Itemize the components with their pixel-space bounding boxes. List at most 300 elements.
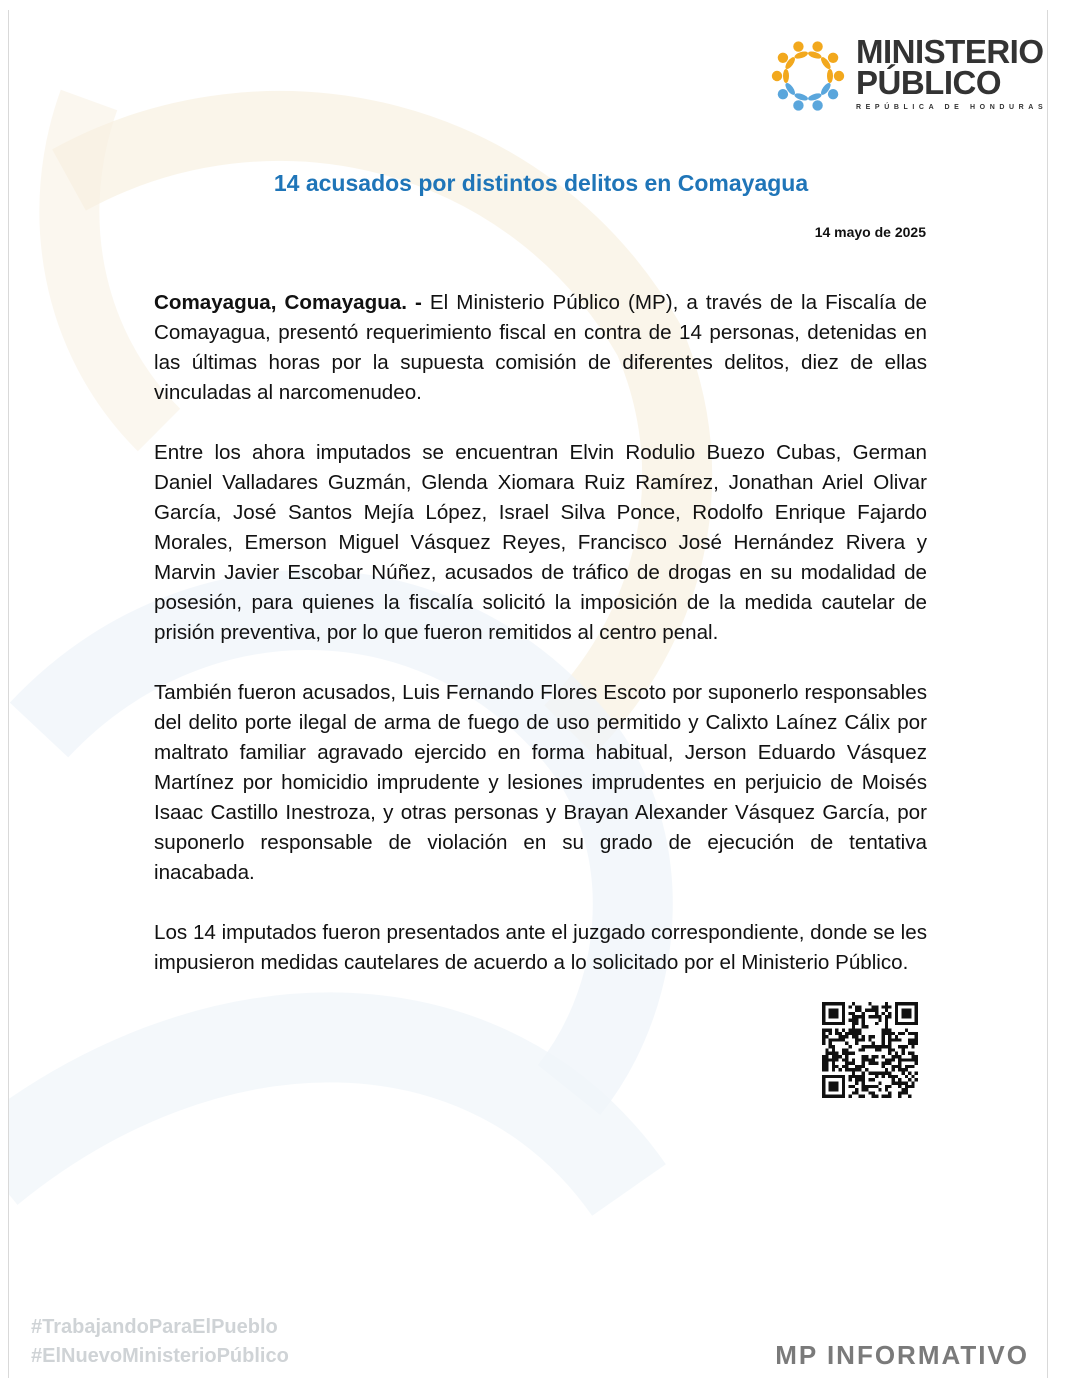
qr-module bbox=[842, 1048, 845, 1051]
qr-module bbox=[888, 1072, 891, 1075]
qr-module bbox=[858, 1068, 861, 1071]
qr-module bbox=[855, 1078, 858, 1081]
qr-module bbox=[822, 1058, 825, 1061]
qr-module bbox=[829, 1015, 832, 1018]
qr-module bbox=[898, 1095, 901, 1098]
logo-figure-head bbox=[812, 41, 822, 51]
qr-module bbox=[911, 1022, 914, 1025]
qr-module bbox=[875, 1009, 878, 1012]
qr-module bbox=[855, 1065, 858, 1068]
qr-module bbox=[829, 1032, 832, 1035]
qr-module bbox=[865, 1025, 868, 1028]
qr-module bbox=[862, 1045, 865, 1048]
document-date: 14 mayo de 2025 bbox=[814, 224, 926, 240]
qr-module bbox=[855, 1042, 858, 1045]
qr-module bbox=[862, 1022, 865, 1025]
qr-module bbox=[895, 1019, 898, 1022]
qr-module bbox=[855, 1068, 858, 1071]
qr-module bbox=[852, 1025, 855, 1028]
qr-module bbox=[832, 1002, 835, 1005]
qr-module bbox=[888, 1045, 891, 1048]
qr-module bbox=[908, 1022, 911, 1025]
qr-module bbox=[905, 1085, 908, 1088]
qr-module bbox=[862, 1078, 865, 1081]
qr-module bbox=[875, 1022, 878, 1025]
qr-module bbox=[862, 1058, 865, 1061]
qr-module bbox=[908, 1072, 911, 1075]
qr-module bbox=[845, 1065, 848, 1068]
qr-module bbox=[875, 1045, 878, 1048]
qr-module bbox=[862, 1075, 865, 1078]
qr-module bbox=[829, 1022, 832, 1025]
qr-module bbox=[852, 1035, 855, 1038]
qr-module bbox=[872, 1035, 875, 1038]
qr-module bbox=[911, 1085, 914, 1088]
qr-module bbox=[852, 1028, 855, 1031]
qr-module bbox=[832, 1065, 835, 1068]
qr-module bbox=[878, 1019, 881, 1022]
qr-module bbox=[835, 1088, 838, 1091]
qr-module bbox=[901, 1045, 904, 1048]
logo-figure-head bbox=[812, 100, 822, 110]
logo-line1: MINISTERIO bbox=[856, 33, 1044, 70]
qr-module bbox=[858, 1075, 861, 1078]
qr-module bbox=[862, 1085, 865, 1088]
qr-module bbox=[888, 1012, 891, 1015]
qr-module bbox=[892, 1038, 895, 1041]
logo-figure-head bbox=[834, 71, 844, 81]
qr-module bbox=[875, 1095, 878, 1098]
qr-module bbox=[835, 1028, 838, 1031]
qr-module bbox=[822, 1095, 825, 1098]
qr-module bbox=[878, 1081, 881, 1084]
qr-module bbox=[822, 1005, 825, 1008]
qr-module bbox=[842, 1028, 845, 1031]
qr-module bbox=[885, 1032, 888, 1035]
qr-module bbox=[845, 1055, 848, 1058]
qr-module bbox=[905, 1081, 908, 1084]
qr-module bbox=[888, 1085, 891, 1088]
qr-module bbox=[848, 1062, 851, 1065]
qr-module bbox=[848, 1032, 851, 1035]
qr-module bbox=[872, 1058, 875, 1061]
logo-figure-head bbox=[828, 89, 838, 99]
qr-module bbox=[839, 1002, 842, 1005]
qr-module bbox=[878, 1045, 881, 1048]
qr-module bbox=[868, 1002, 871, 1005]
qr-module bbox=[885, 1028, 888, 1031]
qr-module bbox=[845, 1032, 848, 1035]
qr-module bbox=[842, 1081, 845, 1084]
qr-module bbox=[911, 1065, 914, 1068]
qr-module bbox=[901, 1012, 904, 1015]
qr-module bbox=[885, 1019, 888, 1022]
qr-module bbox=[901, 1058, 904, 1061]
qr-module bbox=[855, 1035, 858, 1038]
qr-module bbox=[898, 1078, 901, 1081]
qr-module bbox=[898, 1058, 901, 1061]
logo-line2: PÚBLICO bbox=[856, 64, 1001, 101]
qr-module bbox=[852, 1052, 855, 1055]
qr-module bbox=[901, 1068, 904, 1071]
qr-module bbox=[892, 1068, 895, 1071]
qr-module bbox=[832, 1095, 835, 1098]
qr-module bbox=[842, 1009, 845, 1012]
ministerio-publico-logo bbox=[764, 30, 1048, 126]
qr-module bbox=[825, 1052, 828, 1055]
qr-module bbox=[829, 1085, 832, 1088]
qr-module bbox=[872, 1095, 875, 1098]
qr-module bbox=[839, 1022, 842, 1025]
qr-module bbox=[885, 1022, 888, 1025]
qr-module bbox=[852, 1062, 855, 1065]
people-circle-logo-icon bbox=[764, 32, 852, 120]
qr-module bbox=[885, 1045, 888, 1048]
qr-module bbox=[855, 1019, 858, 1022]
hashtag-nuevo-ministerio: #ElNuevoMinisterioPúblico bbox=[31, 1345, 289, 1367]
qr-module bbox=[825, 1095, 828, 1098]
qr-module bbox=[822, 1062, 825, 1065]
qr-module bbox=[875, 1055, 878, 1058]
qr-module bbox=[832, 1085, 835, 1088]
qr-module bbox=[858, 1065, 861, 1068]
qr-module bbox=[858, 1095, 861, 1098]
qr-module bbox=[858, 1009, 861, 1012]
qr-module bbox=[832, 1055, 835, 1058]
qr-module bbox=[842, 1088, 845, 1091]
qr-module bbox=[872, 1009, 875, 1012]
qr-module bbox=[901, 1022, 904, 1025]
qr-module bbox=[835, 1081, 838, 1084]
qr-module bbox=[865, 1009, 868, 1012]
qr-module bbox=[835, 1058, 838, 1061]
qr-module bbox=[848, 1005, 851, 1008]
qr-module bbox=[868, 1015, 871, 1018]
qr-module bbox=[872, 1078, 875, 1081]
qr-module bbox=[855, 1088, 858, 1091]
qr-module bbox=[845, 1052, 848, 1055]
qr-module bbox=[905, 1028, 908, 1031]
qr-code-icon[interactable] bbox=[822, 1002, 918, 1098]
qr-module bbox=[829, 1009, 832, 1012]
qr-module bbox=[848, 1019, 851, 1022]
qr-module bbox=[892, 1081, 895, 1084]
qr-module bbox=[842, 1022, 845, 1025]
qr-module bbox=[888, 1032, 891, 1035]
qr-module bbox=[855, 1009, 858, 1012]
qr-module bbox=[865, 1088, 868, 1091]
qr-module bbox=[822, 1068, 825, 1071]
qr-module bbox=[822, 1022, 825, 1025]
qr-module bbox=[915, 1002, 918, 1005]
qr-module bbox=[829, 1052, 832, 1055]
qr-module bbox=[885, 1062, 888, 1065]
qr-module bbox=[895, 1052, 898, 1055]
qr-module bbox=[905, 1022, 908, 1025]
qr-module bbox=[872, 1085, 875, 1088]
qr-module bbox=[822, 1055, 825, 1058]
document-title: 14 acusados por distintos delitos en Comayagua bbox=[273, 170, 809, 196]
qr-module bbox=[915, 1078, 918, 1081]
logo-figure-body bbox=[827, 69, 833, 83]
qr-module bbox=[882, 1028, 885, 1031]
qr-module bbox=[862, 1072, 865, 1075]
qr-module bbox=[908, 1065, 911, 1068]
qr-module bbox=[822, 1019, 825, 1022]
qr-module bbox=[908, 1085, 911, 1088]
qr-module bbox=[915, 1005, 918, 1008]
qr-module bbox=[829, 1095, 832, 1098]
qr-module bbox=[822, 1032, 825, 1035]
qr-module bbox=[858, 1028, 861, 1031]
qr-module bbox=[832, 1075, 835, 1078]
qr-module bbox=[852, 1068, 855, 1071]
qr-module bbox=[842, 1019, 845, 1022]
qr-module bbox=[822, 1088, 825, 1091]
qr-module bbox=[868, 1078, 871, 1081]
qr-module bbox=[862, 1065, 865, 1068]
qr-module bbox=[825, 1028, 828, 1031]
qr-module bbox=[915, 1012, 918, 1015]
qr-module bbox=[898, 1002, 901, 1005]
qr-module bbox=[842, 1058, 845, 1061]
qr-module bbox=[911, 1042, 914, 1045]
qr-module bbox=[829, 1058, 832, 1061]
qr-module bbox=[835, 1085, 838, 1088]
qr-module bbox=[872, 1062, 875, 1065]
qr-module bbox=[835, 1009, 838, 1012]
paragraph-text: También fueron acusados, Luis Fernando Flores Escoto por suponerlo responsables del delito porte ilegal de arma de fuego de uso permitido y Calixto Laínez Cálix por maltrato familiar agravado ejercido en forma habitual, Jerson Eduardo Vásquez Martínez por homicidio imprudente y lesiones imprudentes en perjuicio de Moisés Isaac Castillo Inestroza, y otras personas y Brayan Alexander Vásquez García, por suponerlo responsable de violación en su grado de ejecución de tentativa inacabada. bbox=[154, 681, 927, 884]
qr-module bbox=[832, 1012, 835, 1015]
qr-module bbox=[905, 1015, 908, 1018]
qr-module bbox=[835, 1055, 838, 1058]
qr-module bbox=[905, 1091, 908, 1094]
qr-module bbox=[839, 1075, 842, 1078]
qr-module bbox=[888, 1042, 891, 1045]
qr-module bbox=[868, 1072, 871, 1075]
qr-module bbox=[875, 1048, 878, 1051]
qr-module bbox=[855, 1028, 858, 1031]
qr-module bbox=[842, 1002, 845, 1005]
qr-module bbox=[845, 1042, 848, 1045]
qr-module bbox=[898, 1068, 901, 1071]
logo-figure-head bbox=[793, 41, 803, 51]
qr-module bbox=[915, 1072, 918, 1075]
qr-module bbox=[895, 1002, 898, 1005]
qr-module bbox=[829, 1042, 832, 1045]
qr-module bbox=[822, 1091, 825, 1094]
qr-module bbox=[852, 1058, 855, 1061]
qr-module bbox=[868, 1035, 871, 1038]
qr-module bbox=[908, 1015, 911, 1018]
paragraph-lead: Comayagua, Comayagua. - bbox=[154, 291, 422, 314]
qr-module bbox=[858, 1038, 861, 1041]
qr-module bbox=[911, 1081, 914, 1084]
qr-module bbox=[835, 1052, 838, 1055]
logo-figure-head bbox=[778, 53, 788, 63]
qr-module bbox=[822, 1075, 825, 1078]
qr-module bbox=[901, 1072, 904, 1075]
qr-module bbox=[878, 1072, 881, 1075]
paragraph-text: El Ministerio Público (MP), a través de la Fiscalía de Comayagua, presentó requerimiento fiscal en contra de 14 personas, detenidas en las últimas horas por la supuesta comisión de diferentes delitos, diez de ellas vinculadas al narcomenudeo. bbox=[154, 291, 927, 404]
qr-module bbox=[888, 1075, 891, 1078]
qr-module bbox=[832, 1081, 835, 1084]
qr-module bbox=[895, 1065, 898, 1068]
qr-module bbox=[915, 1009, 918, 1012]
qr-module bbox=[845, 1062, 848, 1065]
qr-module bbox=[842, 1095, 845, 1098]
qr-module bbox=[872, 1072, 875, 1075]
qr-module bbox=[885, 1058, 888, 1061]
qr-module bbox=[895, 1022, 898, 1025]
qr-module bbox=[825, 1068, 828, 1071]
qr-module bbox=[825, 1058, 828, 1061]
qr-module bbox=[905, 1058, 908, 1061]
qr-module bbox=[852, 1032, 855, 1035]
qr-module bbox=[898, 1062, 901, 1065]
qr-module bbox=[822, 1002, 825, 1005]
qr-module bbox=[878, 1015, 881, 1018]
qr-module bbox=[892, 1075, 895, 1078]
qr-module bbox=[825, 1048, 828, 1051]
qr-module bbox=[825, 1055, 828, 1058]
qr-module bbox=[888, 1035, 891, 1038]
qr-module bbox=[885, 1085, 888, 1088]
qr-module bbox=[872, 1015, 875, 1018]
qr-module bbox=[835, 1002, 838, 1005]
qr-module bbox=[915, 1062, 918, 1065]
qr-module bbox=[852, 1012, 855, 1015]
logo-figure-body bbox=[807, 92, 822, 102]
qr-module bbox=[822, 1081, 825, 1084]
qr-module bbox=[842, 1091, 845, 1094]
qr-module bbox=[842, 1078, 845, 1081]
qr-module bbox=[829, 1028, 832, 1031]
qr-module bbox=[862, 1088, 865, 1091]
qr-module bbox=[829, 1012, 832, 1015]
qr-module bbox=[858, 1032, 861, 1035]
qr-module bbox=[908, 1095, 911, 1098]
qr-module bbox=[908, 1058, 911, 1061]
qr-module bbox=[882, 1012, 885, 1015]
logo-figure-body bbox=[807, 50, 822, 60]
qr-module bbox=[885, 1068, 888, 1071]
qr-module bbox=[898, 1065, 901, 1068]
logo-figure-head bbox=[778, 89, 788, 99]
qr-module bbox=[822, 1028, 825, 1031]
qr-module bbox=[908, 1009, 911, 1012]
qr-module bbox=[915, 1058, 918, 1061]
qr-module bbox=[822, 1065, 825, 1068]
qr-module bbox=[832, 1052, 835, 1055]
qr-module bbox=[895, 1005, 898, 1008]
qr-module bbox=[829, 1088, 832, 1091]
qr-module bbox=[858, 1048, 861, 1051]
qr-module bbox=[865, 1068, 868, 1071]
qr-module bbox=[878, 1048, 881, 1051]
qr-module bbox=[872, 1055, 875, 1058]
qr-module bbox=[865, 1045, 868, 1048]
qr-module bbox=[835, 1032, 838, 1035]
qr-module bbox=[832, 1048, 835, 1051]
qr-module bbox=[822, 1085, 825, 1088]
qr-module bbox=[892, 1058, 895, 1061]
qr-module bbox=[875, 1012, 878, 1015]
qr-module bbox=[882, 1095, 885, 1098]
qr-module bbox=[872, 1042, 875, 1045]
qr-module bbox=[862, 1025, 865, 1028]
qr-module bbox=[848, 1085, 851, 1088]
qr-module bbox=[898, 1038, 901, 1041]
qr-module bbox=[908, 1042, 911, 1045]
qr-module bbox=[888, 1095, 891, 1098]
qr-module bbox=[832, 1022, 835, 1025]
qr-module bbox=[882, 1045, 885, 1048]
logo-subtitle: REPÚBLICA DE HONDURAS bbox=[856, 104, 1048, 111]
qr-module bbox=[825, 1065, 828, 1068]
qr-module bbox=[898, 1085, 901, 1088]
qr-module bbox=[888, 1062, 891, 1065]
paragraph-2 bbox=[154, 438, 927, 648]
logo-figure-head bbox=[828, 53, 838, 63]
logo-figure-body bbox=[794, 50, 809, 60]
qr-module bbox=[855, 1015, 858, 1018]
qr-module bbox=[905, 1002, 908, 1005]
qr-module bbox=[905, 1088, 908, 1091]
qr-module bbox=[835, 1065, 838, 1068]
qr-module bbox=[848, 1068, 851, 1071]
qr-module bbox=[895, 1035, 898, 1038]
qr-module bbox=[862, 1081, 865, 1084]
qr-module bbox=[892, 1078, 895, 1081]
qr-module bbox=[868, 1091, 871, 1094]
qr-module bbox=[825, 1075, 828, 1078]
qr-module bbox=[905, 1065, 908, 1068]
qr-module bbox=[901, 1002, 904, 1005]
qr-module bbox=[898, 1022, 901, 1025]
qr-module bbox=[868, 1038, 871, 1041]
qr-module bbox=[905, 1009, 908, 1012]
qr-module bbox=[875, 1062, 878, 1065]
qr-module bbox=[915, 1038, 918, 1041]
paragraph-text: Los 14 imputados fueron presentados ante el juzgado correspondiente, donde se les impusieron medidas cautelares de acuerdo a lo solicitado por el Ministerio Público. bbox=[154, 921, 927, 974]
qr-module bbox=[862, 1012, 865, 1015]
qr-module bbox=[865, 1058, 868, 1061]
qr-module bbox=[895, 1075, 898, 1078]
qr-module bbox=[855, 1081, 858, 1084]
qr-module bbox=[872, 1005, 875, 1008]
qr-module bbox=[852, 1075, 855, 1078]
qr-module bbox=[905, 1012, 908, 1015]
qr-module bbox=[885, 1002, 888, 1005]
qr-module bbox=[878, 1088, 881, 1091]
qr-module bbox=[839, 1035, 842, 1038]
qr-module bbox=[848, 1028, 851, 1031]
qr-module bbox=[829, 1038, 832, 1041]
qr-module bbox=[839, 1055, 842, 1058]
qr-module bbox=[832, 1038, 835, 1041]
qr-module bbox=[905, 1068, 908, 1071]
qr-module bbox=[872, 1045, 875, 1048]
qr-module bbox=[862, 1019, 865, 1022]
qr-module bbox=[862, 1038, 865, 1041]
qr-module bbox=[875, 1075, 878, 1078]
qr-module bbox=[911, 1055, 914, 1058]
qr-module bbox=[865, 1085, 868, 1088]
qr-module bbox=[842, 1052, 845, 1055]
qr-module bbox=[892, 1065, 895, 1068]
mp-informativo-label: MP INFORMATIVO bbox=[775, 1340, 1029, 1370]
